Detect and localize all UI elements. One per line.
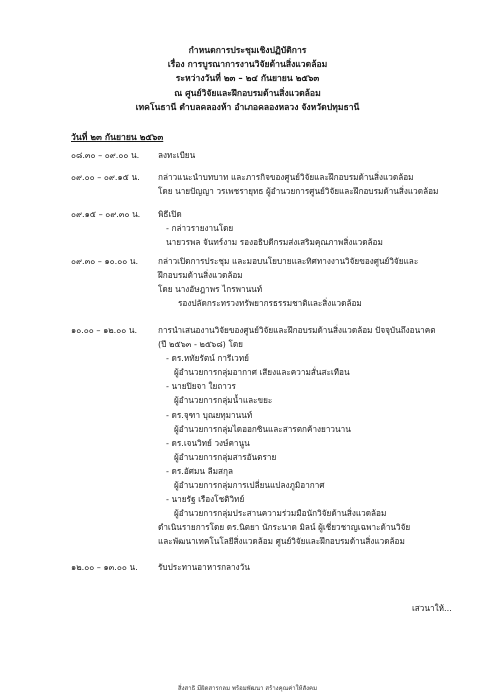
schedule-time: ๐๘.๓๐ – ๐๙.๐๐ น. [71,150,140,160]
schedule-line: โดย นางอัษฎาพร ไกรพานนท์ [158,284,263,295]
schedule-details [158,170,438,198]
schedule-line: กล่าวเปิดการประชุม และมอบนโยบายและทิศทางงานวิจัยของศูนย์วิจัยและ [158,256,419,266]
schedule-line: - นายปิยจา ใยถาวร [166,381,236,392]
schedule-time: ๑๐.๐๐ – ๑๒.๐๐ น. [71,325,138,335]
schedule-line: ผู้อำนวยการกลุ่มการเปลี่ยนแปลงภูมิอากาศ [174,480,325,491]
header-address: เทคโนธานี ตำบลคลองห้า อำเภอคลองหลวง จังหวัดปทุมธานี [135,102,360,113]
schedule-details [158,207,383,249]
schedule-line: - ดร.จุฑา บุณยทุมานนท์ [166,409,253,420]
header-dates: ระหว่างวันที่ ๒๓ – ๒๔ กันยายน ๒๕๖๓ [175,74,320,85]
schedule-line: กล่าวแนะนำบทบาท และภารกิจของศูนย์วิจัยและฝึกอบรมด้านสิ่งแวดล้อม [158,172,414,182]
schedule-line: นายวรพล จันทร์งาม รองอธิบดีกรมส่งเสริมคุณภาพสิ่งแวดล้อม [166,237,383,248]
schedule-line: - กล่าวรายงานโดย [166,223,234,234]
schedule-line: - นายรัฐ เรืองโชติวิทย์ [166,494,245,505]
schedule-line: ลงทะเบียน [158,150,196,160]
schedule-line: ดำเนินรายการโดย ดร.นิตยา นักระนาด มิลน์ ผู้เชี่ยวชาญเฉพาะด้านวิจัย [158,522,411,533]
schedule-line: (ปี ๒๕๖๓ - ๒๕๖๘) โดย [158,339,243,350]
schedule-details [158,560,250,574]
header-title: กำหนดการประชุมเชิงปฏิบัติการ [188,46,307,56]
document-header [0,44,495,115]
schedule-line: รองปลัดกระทรวงทรัพยากรธรรมชาติและสิ่งแวดล้อม [178,298,362,309]
date-heading: วันที่ ๒๓ กันยายน ๒๕๖๓ [71,133,164,143]
schedule-line: ผู้อำนวยการกลุ่มน้ำและขยะ [174,395,273,406]
schedule-line: - ดร.เจนวิทย์ วงษ์คานูน [166,437,250,448]
schedule-line: พิธีเปิด [158,209,182,219]
schedule-line: ผู้อำนวยการกลุ่มสารอันตราย [174,451,277,462]
schedule-line: - ดร.หทัยรัตน์ การีเวทย์ [166,353,249,364]
schedule-line: การนำเสนองานวิจัยของศูนย์วิจัยและฝึกอบรมด้านสิ่งแวดล้อม ปัจจุบันถึงอนาคต [158,325,436,335]
schedule-time: ๑๒.๐๐ – ๑๓.๐๐ น. [71,562,138,572]
schedule-details [158,323,436,549]
schedule-time: ๐๙.๐๐ – ๐๙.๑๕ น. [71,172,140,182]
schedule-time: ๐๙.๓๐ – ๑๐.๐๐ น. [71,256,139,266]
schedule-line: รับประทานอาหารกลางวัน [158,562,250,572]
schedule-line: ฝึกอบรมด้านสิ่งแวดล้อม [158,270,243,281]
schedule-line: ผู้อำนวยการกลุ่มไดออกซินและสารตกค้างยาวนาน [174,423,351,434]
schedule-line: ผู้อำนวยการกลุ่มประสานความร่วมมือนักวิจัยด้านสิ่งแวดล้อม [174,508,387,519]
schedule-details [158,148,195,162]
header-subject: เรื่อง การบูรณาการงานวิจัยด้านสิ่งแวดล้อม [167,60,328,71]
schedule-line: ผู้อำนวยการกลุ่มอากาศ เสียงและความสั่นสะเทือน [174,367,350,378]
page-footer: สิ่งสาธิ มีผิดสารกลม พร้อมพัฒนา สร้างคุณค่าให้สังคม [177,685,318,692]
continue-marker: เสวนาให้... [412,603,452,613]
schedule-line: - ดร.อัศมน ลีมสกุล [166,465,233,476]
schedule-details [158,254,418,310]
header-venue: ณ ศูนย์วิจัยและฝึกอบรมด้านสิ่งแวดล้อม [174,88,321,99]
schedule-line: และพัฒนาเทคโนโลยีสิ่งแวดล้อม ศูนย์วิจัยและฝึกอบรมด้านสิ่งแวดล้อม [158,536,405,547]
schedule-line: โดย นายปัญญา วรเพชรายุทธ ผู้อำนวยการศูนย์วิจัยและฝึกอบรมด้านสิ่งแวดล้อม [158,186,439,197]
schedule-time: ๐๙.๑๕ – ๐๙.๓๐ น. [71,209,141,219]
